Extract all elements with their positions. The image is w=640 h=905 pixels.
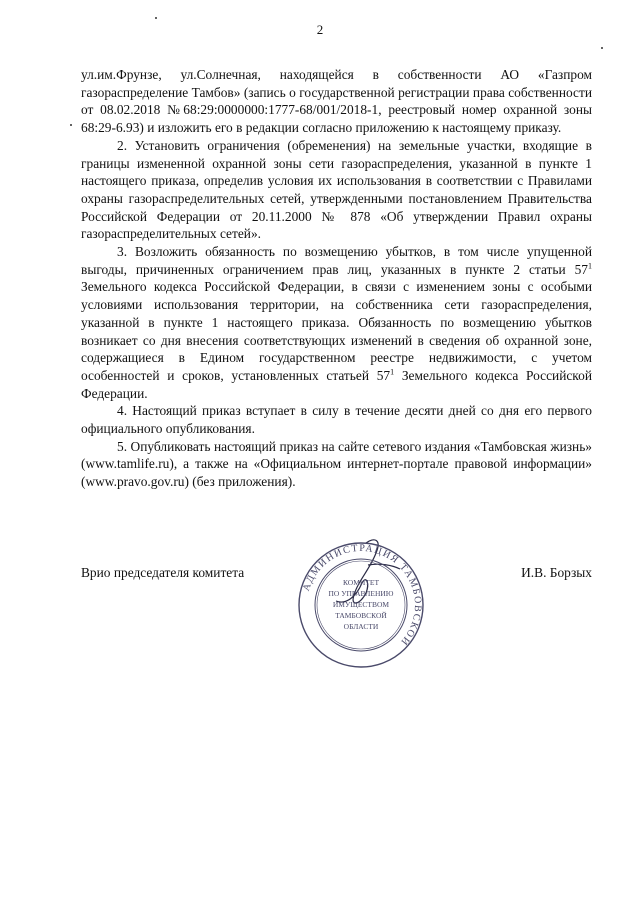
official-stamp — [296, 535, 426, 675]
scan-speck — [155, 17, 157, 19]
paragraph-3-part-1: 3. Возложить обязанность по возмещению убытков, в том числе упущенной выгоды, причиненных ограничением прав лиц, указанных в пункте 2 статьи 57 — [81, 244, 592, 277]
page-number: 2 — [316, 22, 324, 37]
paragraph-1: ул.им.Фрунзе, ул.Солнечная, находящейся в собственности АО «Газпром газораспределение Тамбов» (запись о государственной регистрации права собственности от 08.02.2018 №68:29:0000000:1777-68/001/2018-1, реестровый номер охранной зоны 68:29-6.93) и изложить его в редакции согласно приложению к настоящему приказу. — [81, 67, 592, 136]
paragraph-4: 4. Настоящий приказ вступает в силу в течение десяти дней со дня его первого официального опубликования. — [81, 403, 592, 437]
paragraph-3-part-3: Земельного кодекса Российской Федерации. — [81, 367, 592, 401]
svg-text:ИМУЩЕСТВОМ: ИМУЩЕСТВОМ — [332, 600, 390, 609]
stamp-inner-text — [329, 578, 394, 631]
document-body — [81, 66, 592, 491]
scan-speck — [70, 124, 72, 126]
signer-title: Врио председателя комитета — [81, 565, 245, 580]
paragraph-5: 5. Опубликовать настоящий приказ на сайте сетевого издания «Тамбовская жизнь» (www.tamlife.ru), а также на «Официальном интернет-портале правовой информации» (www.pravo.gov.ru) (без приложения). — [81, 438, 592, 490]
stamp-outer-text: АДМИНИСТРАЦИЯ ТАМБОВСКОЙ — [300, 542, 424, 648]
svg-text:ПО УПРАВЛЕНИЮ: ПО УПРАВЛЕНИЮ — [328, 589, 394, 598]
paragraph-3 — [81, 243, 592, 402]
superscript-1: 1 — [588, 261, 592, 271]
scan-speck — [601, 47, 603, 49]
paragraph-2: 2. Установить ограничения (обременения) на земельные участки, входящие в границы измененной охранной зоны сети газораспределения, указанной в пункте 1 настоящего приказа, определив условия их использования в соответствии с Правилами охраны газораспределительных сетей, утвержденными постановлением Правительства Российской Федерации от 20.11.2000 № 878 «Об утверждении Правил охраны газораспределительных сетей». — [81, 137, 592, 242]
svg-text:ОБЛАСТИ: ОБЛАСТИ — [343, 622, 379, 631]
superscript-2: 1 — [390, 367, 395, 377]
svg-text:КОМИТЕТ: КОМИТЕТ — [342, 578, 380, 587]
paragraph-3-part-2: Земельного кодекса Российской Федерации, в связи с изменением зоны с особыми условиями использования территории, на собственника сети газораспределения, указанной в пункте 1 настоящего приказа. Обязанность по возмещению убытков возникает со дня внесения соответствующих изменений в сведения об охранной зоне, содержащиеся в Едином государственном реестре недвижимости, с учетом особенностей и сроков, установленных статьей 57 — [81, 279, 592, 383]
signer-name: И.В. Борзых — [521, 565, 592, 580]
svg-text:ТАМБОВСКОЙ: ТАМБОВСКОЙ — [335, 611, 387, 620]
